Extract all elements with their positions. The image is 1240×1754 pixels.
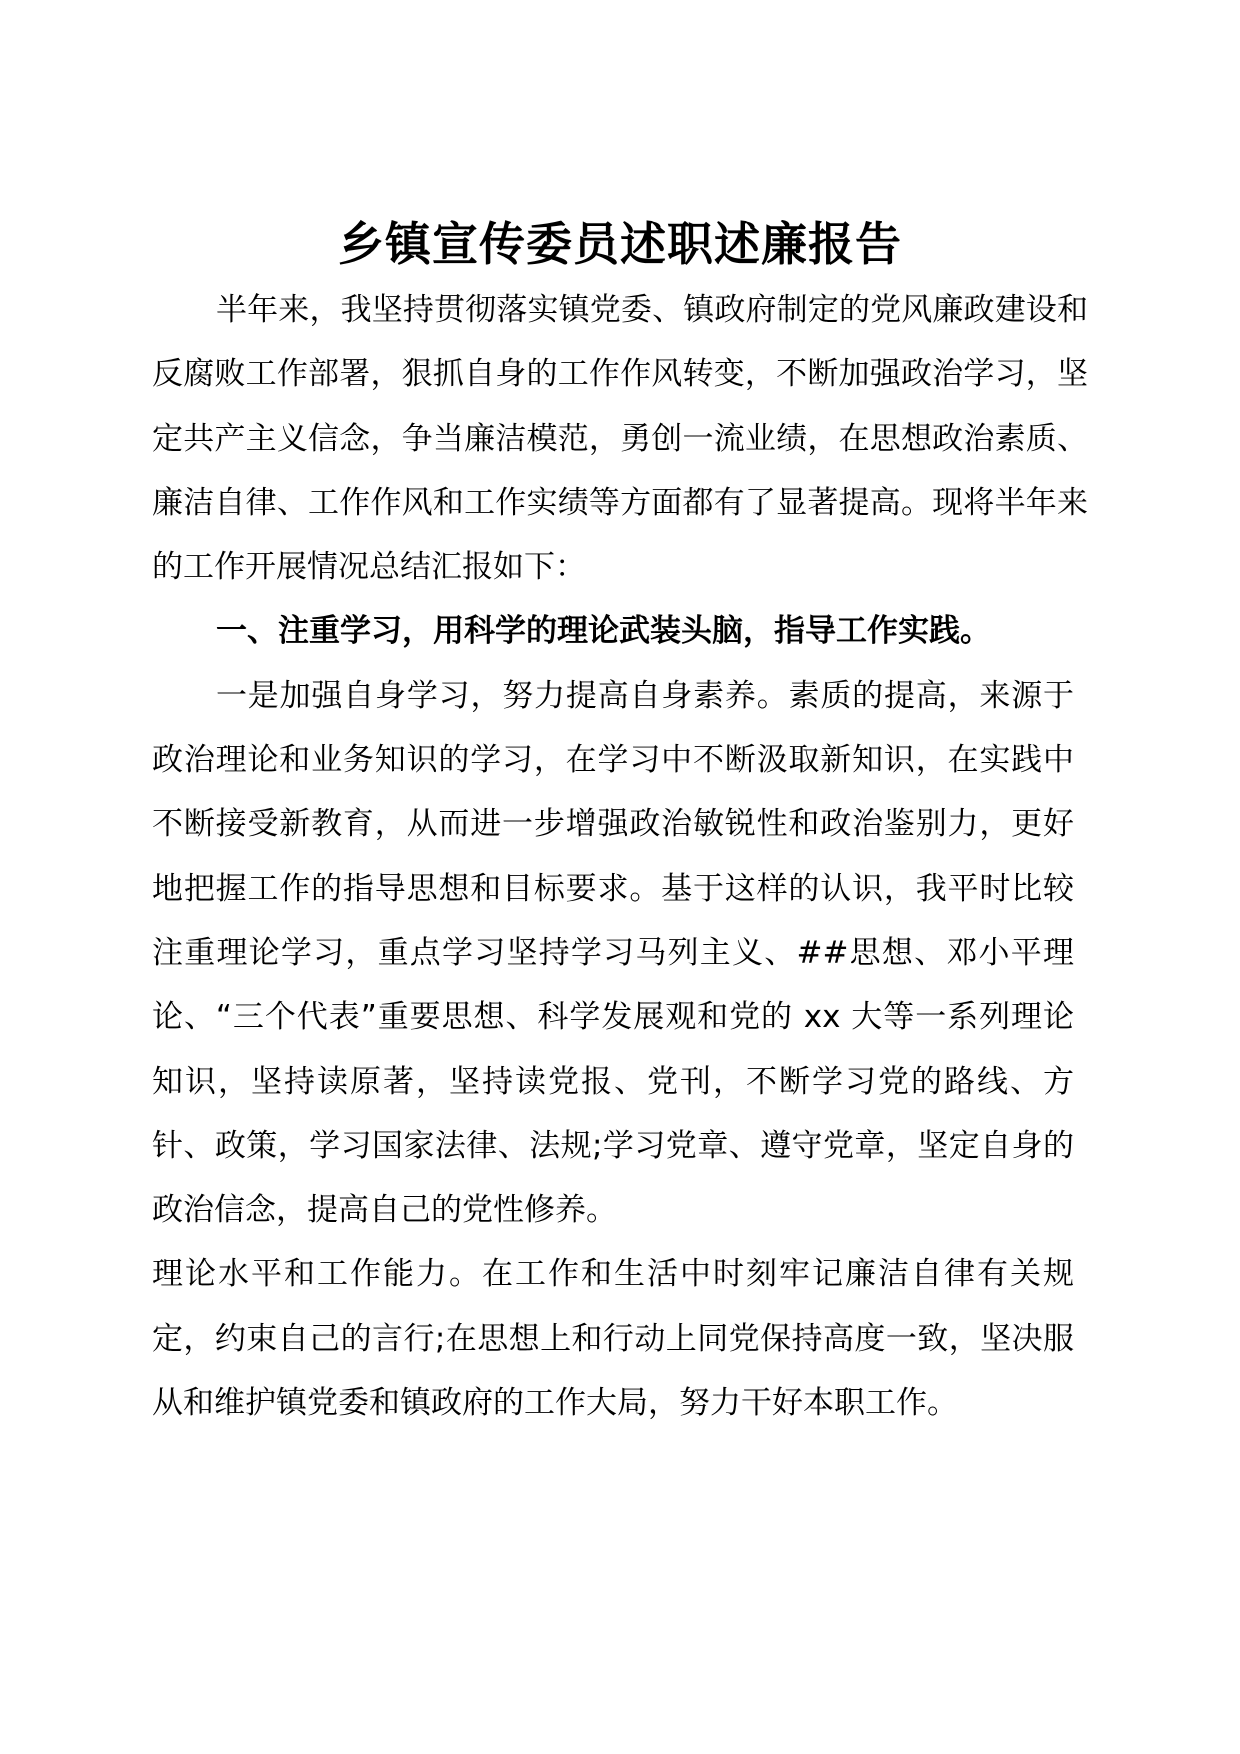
study-paragraph: 一是加强自身学习，努力提高自身素养。素质的提高，来源于政治理论和业务知识的学习，在学习中不断汲取新知识，在实践中不断接受新教育，从而进一步增强政治敏锐性和政治鉴别力，更好地把握工作的指导思想和目标要求。基于这样的认识，我平时比较注重理论学习，重点学习坚持学习马列主义、##思想、邓小平理论、“三个代表”重要思想、科学发展观和党的 xx 大等一系列理论知识，坚持读原著，坚持读党报、党刊，不断学习党的路线、方针、政策，学习国家法律、法规;学习党章、遵守党章，坚定自身的政治信念，提高自己的党性修养。 <box>152 677 1074 1229</box>
section-heading-1: 一、注重学习，用科学的理论武装头脑，指导工作实践。 <box>216 613 991 650</box>
document-title: 乡镇宣传委员述职述廉报告 <box>338 217 902 271</box>
document-body <box>152 278 1088 1435</box>
ability-paragraph: 理论水平和工作能力。在工作和生活中时刻牢记廉洁自律有关规定，约束自己的言行;在思想上和行动上同党保持高度一致，坚决服从和维护镇党委和镇政府的工作大局，努力干好本职工作。 <box>152 1256 1074 1422</box>
intro-paragraph: 半年来，我坚持贯彻落实镇党委、镇政府制定的党风廉政建设和反腐败工作部署，狠抓自身的工作作风转变，不断加强政治学习，坚定共产主义信念，争当廉洁模范，勇创一流业绩，在思想政治素质、廉洁自律、工作作风和工作实绩等方面都有了显著提高。现将半年来的工作开展情况总结汇报如下： <box>152 292 1088 586</box>
